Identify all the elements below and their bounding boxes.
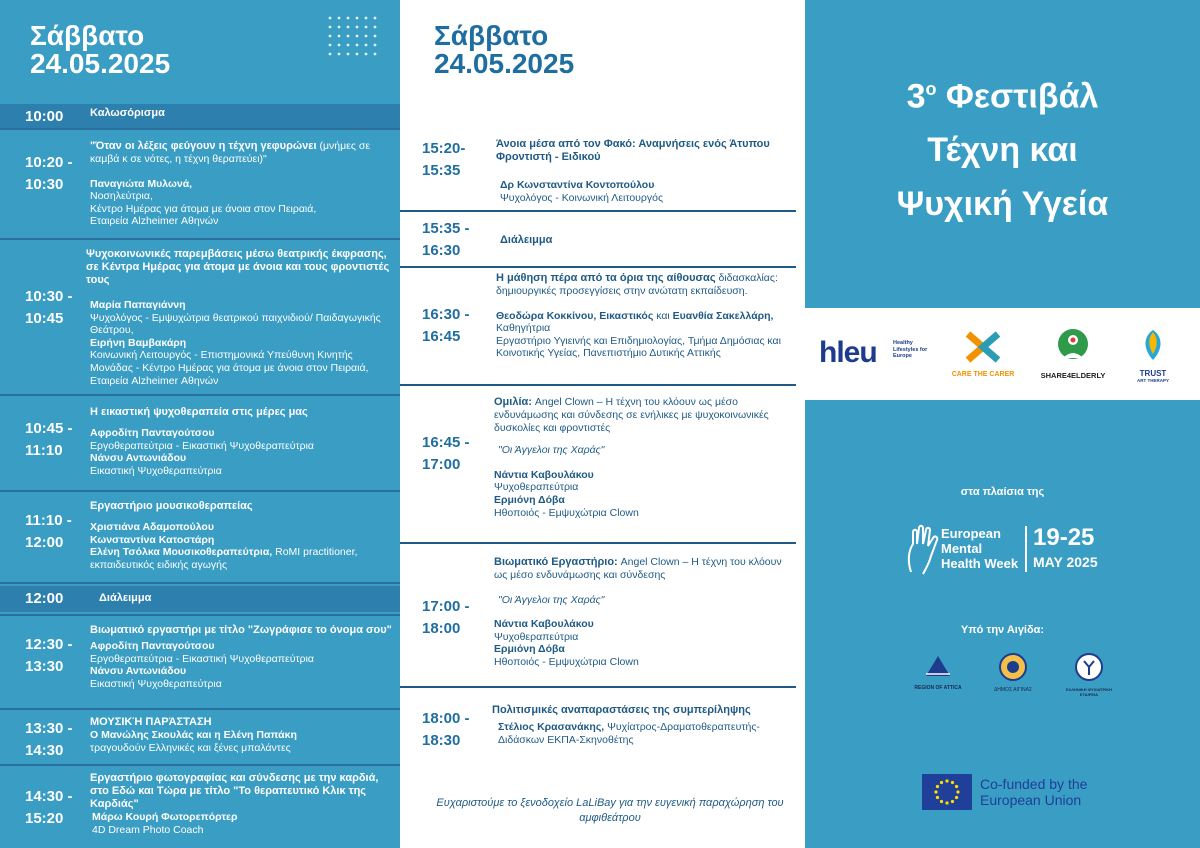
session-time: 14:30 -	[25, 788, 73, 805]
decor-dot	[356, 26, 359, 29]
speaker-name: Κωνσταντίνα Κατοστάρη	[90, 533, 215, 546]
aegis-label: Υπό την Αιγίδα:	[960, 624, 1045, 636]
speaker-role: Κοινωνική Λειτουργός - Επιστημονικά Υπεύθυνη Κινητής Μονάδας - Κέντρο Ημέρας για άτομα με άνοια στον Πειραιά, Εταιρεία Alzheimer Αθηνών	[90, 349, 369, 387]
session-title: ΜΟΥΣΙΚΉ ΠΑΡΆΣΤΑΣΗ	[90, 716, 212, 728]
speaker-name: Παναγιώτα Μυλωνά,	[90, 177, 193, 190]
day-heading-middle	[434, 22, 574, 78]
speaker-name: Αφροδίτη Πανταγούτσου	[90, 427, 215, 439]
speaker-name: Ειρήνη Βαμβακάρη	[90, 336, 187, 349]
session-title: Καλωσόρισμα	[90, 107, 165, 119]
session-time: 18:00 -	[422, 710, 470, 727]
session-title: "Όταν οι λέξεις φεύγουν η τέχνη γεφυρώνει (μνήμες σε καμβά κ σε νότες, η τέχνη θεραπεύει)"	[90, 140, 371, 165]
session-time-end: 18:30	[422, 732, 461, 749]
session-time: 11:10 -	[25, 512, 72, 529]
session-time-end: 14:30	[25, 742, 64, 759]
session-row	[0, 586, 400, 616]
decor-dot	[365, 26, 368, 29]
speaker-role: Ψυχολόγος - Εμψυχώτρια θεατρικού παιχνιδιού/ Παιδαγωγικής Θεάτρου,	[90, 311, 381, 337]
eu-star	[940, 781, 943, 784]
speaker-role: Εργαστήριο Υγιεινής και Επιδημιολογίας, Τμήμα Δημόσιας και Κοινοτικής Υγείας, Πανεπιστήμιο Δυτικής Αττικής	[496, 334, 781, 360]
speaker-role: Εργοθεραπεύτρια - Εικαστική Ψυχοθεραπεύτρια	[90, 439, 314, 452]
psychiatric-society-icon	[1074, 652, 1104, 682]
speaker-name: Μάρω Κουρή Φωτορεπόρτερ	[92, 811, 238, 823]
speaker-name: Δρ Κωνσταντίνα Κοντοπούλου	[500, 179, 655, 191]
speaker-role: Ηθοποιός - Εμψυχώτρια Clown	[494, 506, 639, 519]
speaker-role: Εργοθεραπεύτρια - Εικαστική Ψυχοθεραπεύτρια	[90, 652, 314, 665]
trust-icon	[1136, 326, 1170, 364]
session-time: 10:45 -	[25, 420, 73, 437]
decor-dot	[365, 17, 368, 20]
eu-line: Co-funded by the	[980, 776, 1088, 792]
session-title: Ομιλία: Angel Clown – Η τέχνη του κλόουν ως μέσο ενδυνάμωσης και σύνδεσης σε ενήλικες με ψυχοκοινωνικές δυσκολίες και φροντιστές	[494, 396, 769, 434]
speaker-name: Νάντια Καβουλάκου	[494, 468, 594, 481]
session-title: Πολιτισμικές αναπαραστάσεις της συμπερίληψης	[492, 704, 751, 716]
decor-dot	[356, 44, 359, 47]
eu-star	[945, 779, 948, 782]
care-the-carer-logo: CARE THE CARER	[943, 328, 1023, 378]
decor-dot	[347, 17, 350, 20]
eu-star	[951, 800, 954, 803]
session-time-end: 13:30	[25, 658, 64, 675]
speaker-name: Ερμιόνη Δόβα	[494, 643, 565, 656]
session-time-end: 15:20	[25, 810, 64, 827]
emhw-month: MAY 2025	[1033, 554, 1098, 570]
emhw-line: European	[941, 526, 1001, 541]
session-time: 12:00	[25, 590, 64, 607]
session-time: 16:30 -	[422, 306, 470, 323]
psychiatric-society-logo: ΕΛΛΗΝΙΚΗ ΨΥΧΙΑΤΡΙΚΗ ΕΤΑΙΡΕΙΑ	[1061, 652, 1117, 697]
festival-title: $3^o$ Φεστιβάλ Τέχνη και Ψυχική Υγεία	[896, 77, 1109, 224]
region-attica-logo: REGION OF ATTICA	[913, 652, 963, 691]
schedule-panel-middle	[400, 0, 805, 848]
session-time: 15:20-	[422, 140, 466, 157]
eu-star	[936, 785, 939, 788]
speaker-role: Ψυχοθεραπεύτρια	[494, 630, 579, 643]
session-quote: "Οι Άγγελοι της Χαράς"	[498, 444, 605, 457]
speaker-name: Ερμιόνη Δόβα	[494, 493, 565, 506]
session-row	[0, 396, 400, 492]
session-row	[0, 132, 400, 240]
speaker-name: Νάντια Καβουλάκου	[494, 618, 594, 631]
schedule-panel-left	[0, 0, 400, 848]
decor-dot	[347, 53, 350, 56]
session-time-end: 10:30	[25, 176, 64, 193]
decor-dot	[374, 35, 377, 38]
session-time: 17:00 -	[422, 598, 470, 615]
speaker-name: Νάνσυ Αντωνιάδου	[90, 452, 187, 465]
speaker-role: τραγουδούν Ελληνικές και ξένες μπαλάντες	[90, 741, 291, 754]
aegina-municipality-logo: ΔΗΜΟΣ ΑΙΓΙΝΑΣ	[985, 652, 1041, 693]
session-time-end: 17:00	[422, 456, 461, 473]
partner-logos-strip	[805, 308, 1200, 400]
speaker-name: Στέλιος Κρασανάκης, Ψυχίατρος-Δραματοθεραπευτής-Διδάσκων ΕΚΠΑ-Σκηνοθέτης	[498, 721, 760, 746]
session-time-end: 18:00	[422, 620, 461, 637]
festival-cover-panel	[805, 0, 1200, 848]
thank-you-note: Ευχαριστούμε το ξενοδοχείο LaLiBay για την ευγενική παραχώρηση του αμφιθεάτρου	[436, 797, 784, 824]
decor-dot	[347, 44, 350, 47]
session-time-end: 11:10	[25, 442, 63, 459]
session-title: Άνοια μέσα από τον Φακό: Αναμνήσεις ενός Άτυπου Φροντιστή - Ειδικού	[496, 138, 770, 163]
speaker-role: Εταιρεία Alzheimer Αθηνών	[90, 215, 219, 228]
decor-dot	[338, 44, 341, 47]
speaker-role: 4D Dream Photo Coach	[92, 823, 204, 836]
session-row	[0, 104, 400, 130]
speaker-name: Μαρία Παπαγιάννη	[90, 299, 186, 311]
decor-dot	[329, 44, 332, 47]
speaker-role: Νοσηλεύτρια,	[90, 190, 153, 203]
eu-line: European Union	[980, 792, 1082, 808]
session-row	[400, 386, 796, 544]
emhw-line: Health Week	[941, 556, 1019, 571]
session-row	[0, 616, 400, 710]
day-name: Σάββατο	[30, 20, 145, 51]
session-time-end: 10:45	[25, 310, 64, 327]
day-date: 24.05.2025	[30, 48, 171, 79]
decor-dot	[338, 53, 341, 56]
hleu-logo: hleu Healthy Lifestyles for Europe	[819, 336, 928, 369]
framework-label: στα πλαίσια της	[960, 486, 1045, 498]
speaker-name: Θεοδώρα Κοκκίνου, Εικαστικός και Ευανθία Σακελλάρη,	[496, 309, 774, 322]
session-row	[400, 130, 796, 212]
session-title: Εργαστήριο φωτογραφίας και σύνδεσης με την καρδιά, στο Εδώ και Τώρα με τίτλο "Το θεραπευτικό Κλικ της Καρδιάς"	[90, 772, 379, 810]
eu-flag-icon	[922, 774, 972, 810]
session-title: Βιωματικό Εργαστήριο: Angel Clown – Η τέχνη του κλόουν ως μέσο ενδυνάμωσης και σύνδεσης	[494, 556, 782, 581]
decor-dot	[356, 17, 359, 20]
decor-dot	[338, 35, 341, 38]
speaker-role: Καθηγήτρια	[496, 322, 551, 335]
session-time: 15:35 -	[422, 220, 470, 237]
mental-health-week-logo	[903, 524, 1103, 576]
session-time-end: 16:30	[422, 242, 461, 259]
session-title: Βιωματικό εργαστήρι με τίτλο "Ζωγράφισε το όνομα σου"	[90, 624, 392, 636]
session-time: 10:00	[25, 108, 64, 125]
speaker-role: Ψυχολόγος - Κοινωνική Λειτουργός	[500, 191, 664, 204]
day-name: Σάββατο	[434, 20, 549, 51]
eu-star	[934, 790, 937, 793]
eu-star	[956, 790, 959, 793]
session-quote: "Οι Άγγελοι της Χαράς"	[498, 593, 605, 606]
speaker-name: Νάνσυ Αντωνιάδου	[90, 665, 187, 678]
decor-dot	[365, 53, 368, 56]
session-time-end: 15:35	[422, 162, 461, 179]
trust-logo: TRUST ART THERAPY	[1123, 326, 1183, 383]
session-time-end: 16:45	[422, 328, 461, 345]
decor-dot	[356, 35, 359, 38]
session-title: Διάλειμμα	[500, 234, 553, 246]
attica-triangle-icon	[923, 652, 953, 680]
session-title: Εργαστήριο μουσικοθεραπείας	[90, 500, 253, 512]
eu-cofunded-badge	[922, 774, 1112, 810]
session-time: 10:30 -	[25, 288, 73, 305]
decor-dot	[347, 26, 350, 29]
session-title: Η μάθηση πέρα από τα όρια της αίθουσας διδασκαλίας: δημιουργικές προσεγγίσεις στην ανώτατη εκπαίδευση.	[496, 272, 778, 297]
session-title: Διάλειμμα	[99, 592, 152, 604]
decor-dot	[374, 53, 377, 56]
session-title: Η εικαστική ψυχοθεραπεία στις μέρες μας	[90, 406, 308, 418]
aegina-seal-icon	[998, 652, 1028, 682]
dot-grid-decoration	[326, 14, 380, 62]
speaker-name: Αφροδίτη Πανταγούτσου	[90, 640, 215, 652]
session-row	[400, 268, 796, 386]
decor-dot	[338, 17, 341, 20]
decor-dot	[365, 35, 368, 38]
session-time: 16:45 -	[422, 434, 470, 451]
session-row	[0, 766, 400, 848]
eu-star	[951, 781, 954, 784]
session-title: Ψυχοκοινωνικές παρεμβάσεις μέσω θεατρικής έκφρασης, σε Κέντρα Ημέρας για άτομα με άνοια και τους φροντιστές τους	[86, 248, 390, 286]
session-row	[0, 492, 400, 584]
decor-dot	[329, 26, 332, 29]
decor-dot	[374, 26, 377, 29]
speaker-role: Ψυχοθεραπεύτρια	[494, 481, 579, 494]
speaker-name: Ελένη Τσόλκα Μουσικοθεραπεύτρια, RoMI practitioner, εκπαιδευτικός ειδικής αγωγής	[90, 546, 358, 571]
decor-dot	[329, 53, 332, 56]
eu-star	[955, 785, 958, 788]
speaker-name: Χριστιάνα Αδαμοπούλου	[90, 521, 214, 533]
session-time: 12:30 -	[25, 636, 73, 653]
decor-dot	[374, 44, 377, 47]
emhw-line: Mental	[941, 541, 983, 556]
emhw-dates: 19-25	[1033, 524, 1095, 551]
speaker-role: Ηθοποιός - Εμψυχώτρια Clown	[494, 655, 639, 668]
eu-star	[945, 801, 948, 804]
speaker-name: Ο Μανώλης Σκουλάς και η Ελένη Παπάκη	[90, 729, 297, 741]
session-row	[400, 212, 796, 268]
eu-star	[936, 796, 939, 799]
eu-star	[955, 796, 958, 799]
decor-dot	[365, 44, 368, 47]
speaker-role: Εικαστική Ψυχοθεραπεύτρια	[90, 464, 222, 477]
decor-dot	[374, 17, 377, 20]
speaker-role: Εικαστική Ψυχοθεραπεύτρια	[90, 677, 222, 690]
decor-dot	[338, 26, 341, 29]
session-time: 13:30 -	[25, 720, 73, 737]
session-row	[0, 240, 400, 396]
hand-icon	[903, 524, 941, 576]
session-time-end: 12:00	[25, 534, 64, 551]
decor-dot	[356, 53, 359, 56]
decor-dot	[329, 35, 332, 38]
decor-dot	[347, 35, 350, 38]
decor-dot	[329, 17, 332, 20]
share4elderly-logo: SHARE4ELDERLY	[1037, 328, 1109, 380]
session-row	[0, 710, 400, 766]
session-row	[400, 544, 796, 688]
day-heading-left	[30, 22, 170, 78]
day-date: 24.05.2025	[434, 48, 575, 79]
speaker-role: Κέντρο Ημέρας για άτομα με άνοια στον Πειραιά,	[90, 202, 317, 215]
session-row	[400, 688, 796, 768]
share4elderly-icon	[1053, 328, 1093, 366]
session-time: 10:20 -	[25, 154, 73, 171]
eu-star	[940, 800, 943, 803]
care-the-carer-icon	[964, 328, 1002, 366]
